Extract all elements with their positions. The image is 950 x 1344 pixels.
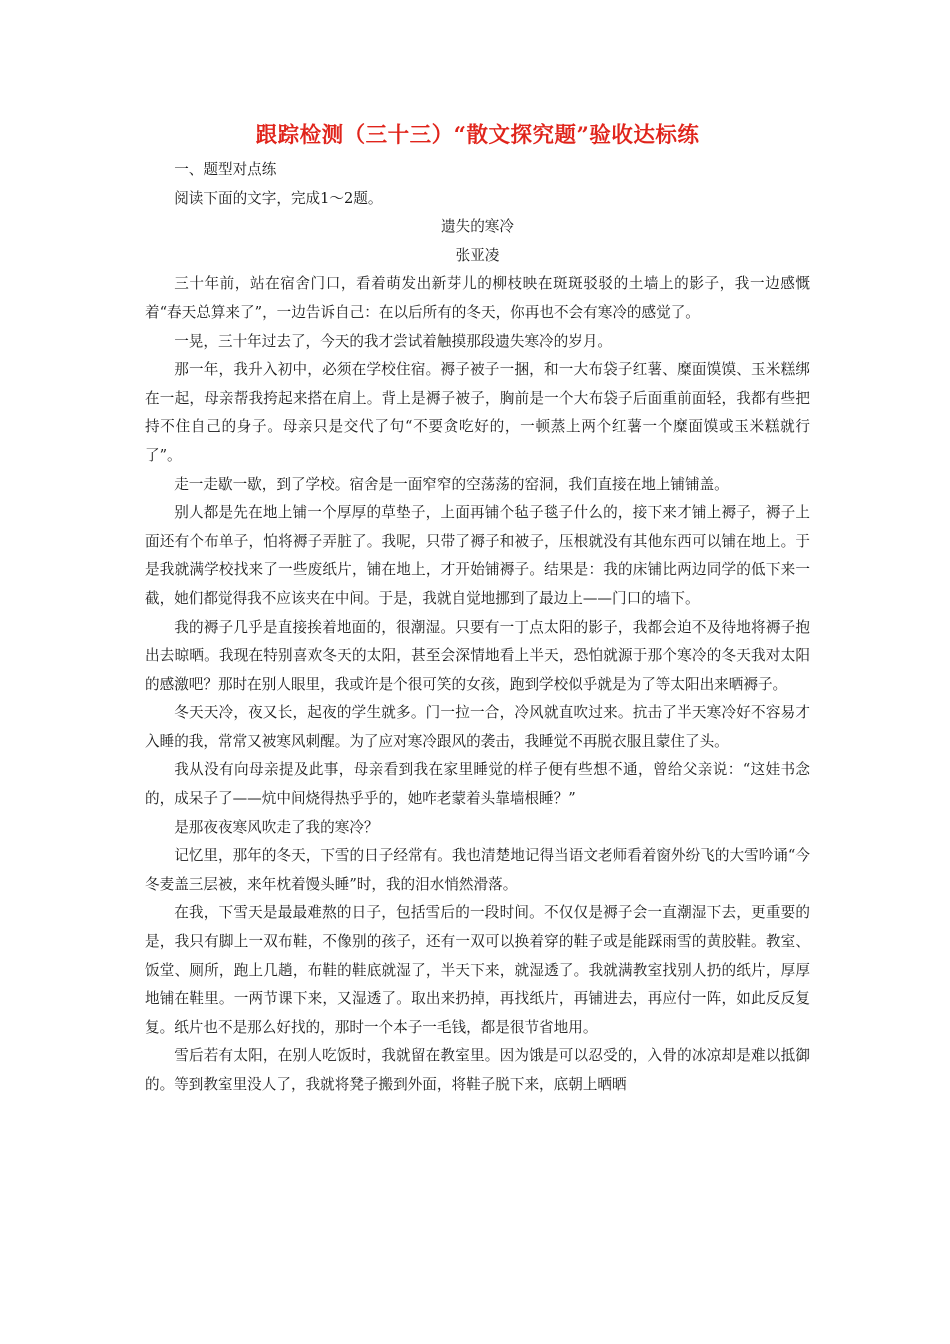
article-paragraph: 走一走歇一歇，到了学校。宿舍是一面窄窄的空荡荡的窑洞，我们直接在地上铺铺盖。: [174, 475, 729, 493]
article-paragraph: 我的褥子几乎是直接挨着地面的，很潮湿。只要有一丁点太阳的影子，我都会迫不及待地将褥子抱出去晾晒。我现在特别喜欢冬天的太阳，甚至会深情地看上半天，恐怕就源于那个寒冷的冬天我对太阳的感激吧？那时在别人眼里，我或许是个很可笑的女孩，跑到学校似乎就是为了等太阳出来晒褥子。: [145, 618, 810, 693]
article-paragraph: 别人都是先在地上铺一个厚厚的草垫子，上面再铺个毡子毯子什么的，接下来才铺上褥子，褥子上面还有个布单子，怕将褥子弄脏了。我呢，只带了褥子和被子，压根就没有其他东西可以铺在地上。于是我就满学校找来了一些废纸片，铺在地上，才开始铺褥子。结果是：我的床铺比两边同学的低下来一截，她们都觉得我不应该夹在中间。于是，我就自觉地挪到了最边上——门口的墙下。: [145, 504, 810, 607]
section-heading: 一、题型对点练: [174, 161, 277, 178]
article-paragraph: 雪后若有太阳，在别人吃饭时，我就留在教室里。因为饿是可以忍受的，入骨的冰凉却是难以抵御的。等到教室里没人了，我就将凳子搬到外面，将鞋子脱下来，底朝上晒晒: [145, 1047, 810, 1093]
article-paragraph: 记忆里，那年的冬天，下雪的日子经常有。我也清楚地记得当语文老师看着窗外纷飞的大雪吟诵“今冬麦盖三层被，来年枕着馒头睡”时，我的泪水悄然滑落。: [145, 847, 810, 893]
article-author: 张亚凌: [455, 246, 500, 264]
reading-instruction: 阅读下面的文字，完成1～2题。: [174, 189, 383, 207]
article-paragraph: 那一年，我升入初中，必须在学校住宿。褥子被子一捆，和一大布袋子红薯、糜面馍馍、玉米糕绑在一起，母亲帮我挎起来搭在肩上。背上是褥子被子，胸前是一个大布袋子后面重前面轻，我都有些把持不住自己的身子。母亲只是交代了句“不要贪吃好的，一顿蒸上两个红薯一个糜面馍或玉米糕就行了”。: [145, 361, 810, 464]
document-title: 跟踪检测（三十三）“散文探究题”验收达标练: [255, 123, 700, 148]
article-paragraph: 三十年前，站在宿舍门口，看着萌发出新芽儿的柳枝映在斑斑驳驳的土墙上的影子，我一边感慨着“春天总算来了”，一边告诉自己：在以后所有的冬天，你再也不会有寒冷的感觉了。: [145, 275, 810, 321]
article-paragraph: 一晃，三十年过去了，今天的我才尝试着触摸那段遗失寒冷的岁月。: [174, 332, 613, 350]
article-paragraph: 是那夜夜寒风吹走了我的寒冷？: [174, 818, 379, 836]
article-paragraph: 冬天天冷，夜又长，起夜的学生就多。门一拉一合，冷风就直吹过来。抗击了半天寒冷好不容易才入睡的我，常常又被寒风刺醒。为了应对寒冷跟风的袭击，我睡觉不再脱衣服且蒙住了头。: [145, 704, 810, 750]
document-page: [145, 118, 810, 1100]
article-title: 遗失的寒冷: [441, 218, 514, 236]
article-paragraph: 我从没有向母亲提及此事，母亲看到我在家里睡觉的样子便有些想不通，曾给父亲说：“这娃书念的，成呆子了——炕中间烧得热乎乎的，她咋老蒙着头靠墙根睡？”: [145, 761, 810, 808]
article-paragraph: 在我，下雪天是最最难熬的日子，包括雪后的一段时间。不仅仅是褥子会一直潮湿下去，更重要的是，我只有脚上一双布鞋，不像别的孩子，还有一双可以换着穿的鞋子或是能踩雨雪的黄胶鞋。教室、饭堂、厕所，跑上几趟，布鞋的鞋底就湿了，半天下来，就湿透了。我就满教室找别人扔的纸片，厚厚地铺在鞋里。一两节课下来，又湿透了。取出来扔掉，再找纸片，再铺进去，再应付一阵，如此反反复复。纸片也不是那么好找的，那时一个本子一毛钱，都是很节省地用。: [145, 904, 810, 1036]
